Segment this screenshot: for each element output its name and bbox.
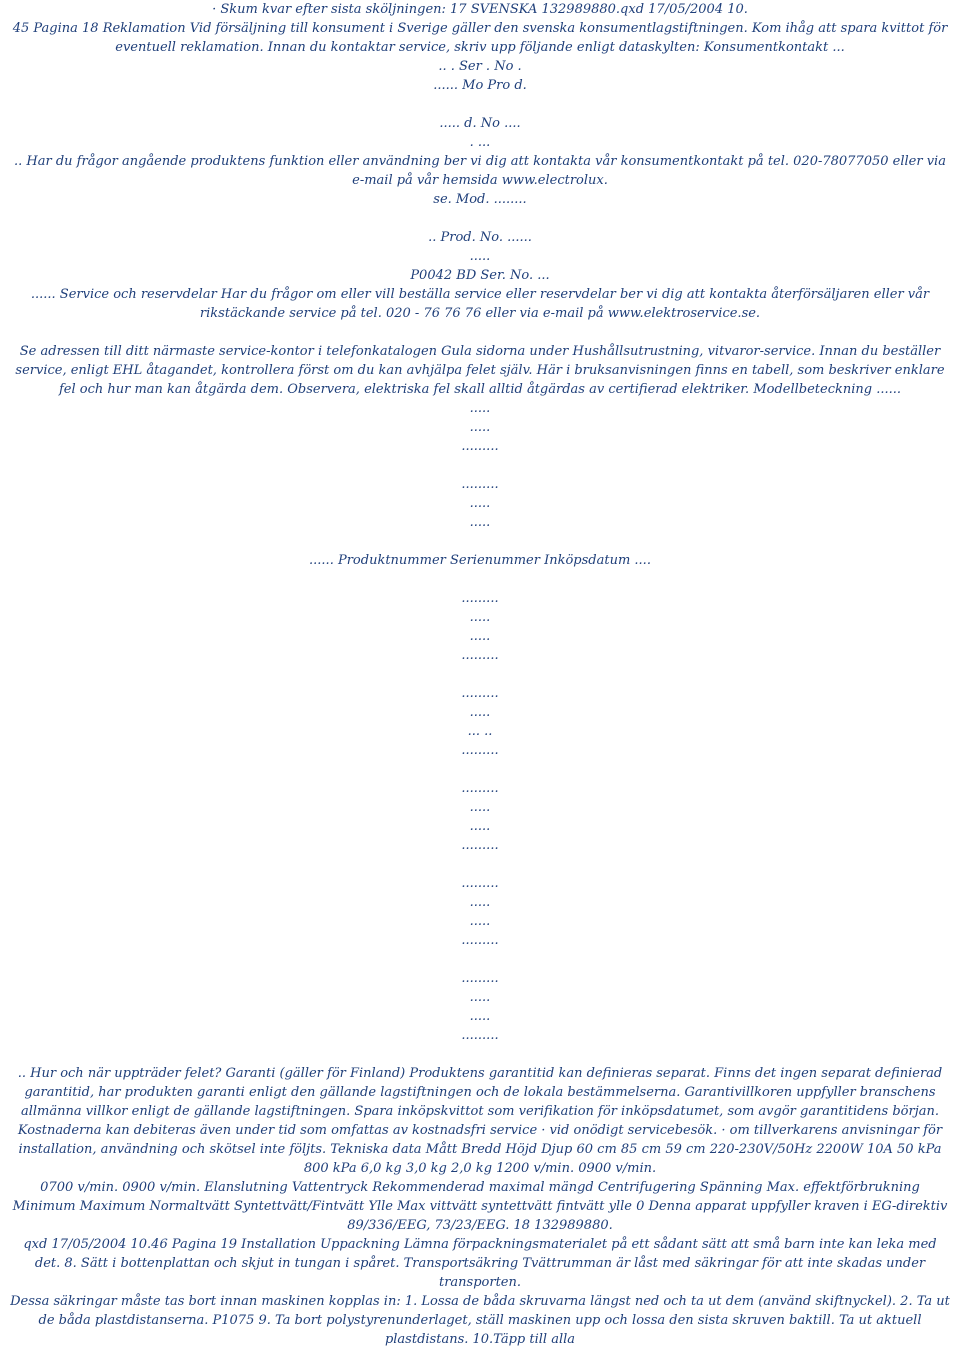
text-line: ......... <box>461 933 499 948</box>
text-line: ..... <box>469 420 491 435</box>
blank-line <box>10 532 950 551</box>
blank-line <box>10 855 950 874</box>
blank-line <box>10 456 950 475</box>
text-line: ......... <box>461 648 499 663</box>
text-line: Se adressen till ditt närmaste service-kontor i telefonkatalogen Gula sidorna under Hushållsutrustning, vitvaror-service. Innan du beställer service, enligt EHL åtagandet, kontrollera först om du kan avhjälpa felet själv. Här i bruksanvisningen finns en tabell, som beskriver enklare fel och hur man kan åtgärda dem. Observera, elektriska fel skall alltid åtgärdas av certifierad elektriker. Modellbeteckning ...... <box>15 344 945 397</box>
blank-line <box>10 323 950 342</box>
text-line: ......... <box>461 743 499 758</box>
blank-line <box>10 209 950 228</box>
text-line: ..... <box>469 800 491 815</box>
text-line: ..... <box>469 990 491 1005</box>
text-line: ..... <box>469 819 491 834</box>
text-line: ......... <box>461 686 499 701</box>
text-line: se. Mod. ........ <box>433 192 527 207</box>
text-line: ......... <box>461 838 499 853</box>
text-line: qxd 17/05/2004 10.46 Pagina 19 Installation Uppackning Lämna förpackningsmaterialet på ett sådant sätt att små barn inte kan leka med det. 8. Sätt i bottenplattan och skjut in tungan i spåret. Transportsäkring Tvättrumman är låst med säkringar för att inte skadas under transporten. <box>23 1237 937 1290</box>
text-line: ..... d. No .... <box>439 116 521 131</box>
text-line: ..... <box>469 610 491 625</box>
text-line: ..... <box>469 401 491 416</box>
text-line: ..... <box>469 705 491 720</box>
text-line: 45 Pagina 18 Reklamation Vid försäljning till konsument i Sverige gäller den svenska konsumentlagstiftningen. Kom ihåg att spara kvittot för eventuell reklamation. Innan du kontaktar service, skriv upp följande enligt dataskylten: Konsumentkontakt ... <box>12 21 948 55</box>
text-line: .. Har du frågor angående produktens funktion eller användning ber vi dig att kontakta vår konsumentkontakt på tel. 020-78077050 eller via e-mail på vår hemsida www.electrolux. <box>14 154 946 188</box>
text-line: ......... <box>461 591 499 606</box>
text-line: ......... <box>461 876 499 891</box>
blank-line <box>10 570 950 589</box>
text-line: . ... <box>469 135 491 150</box>
text-line: ... .. <box>467 724 493 739</box>
blank-line <box>10 950 950 969</box>
text-line: ......... <box>461 971 499 986</box>
text-line: ..... <box>469 249 491 264</box>
text-line: Dessa säkringar måste tas bort innan maskinen kopplas in: 1. Lossa de båda skruvarna längst ned och ta ut dem (använd skiftnyckel). 2. Ta ut de båda plastdistanserna. P1075 9. Ta bort polystyrenunderlaget, ställ maskinen upp och lossa den sista skruven baktill. Ta ut aktuell plastdistans. 10.Täpp till alla <box>10 1294 950 1347</box>
text-line: .. . Ser . No . <box>438 59 522 74</box>
text-line: .. Hur och när uppträder felet? Garanti (gäller för Finland) Produktens garantitid kan definieras separat. Finns det ingen separat definierad garantitid, har produkten garanti enligt den gällande lagstiftningen och de lokala bestämmelserna. Garantivillkoren uppfyller branschens allmänna villkor enligt de gällande lagstiftningen. Spara inköpskvittot som verifikation för inköpsdatumet, som avgör garantitidens början. Kostnaderna kan debiteras även under tid som omfattas av kostnadsfri service · vid onödigt servicebesök. · om tillverkarens anvisningar för installation, användning och skötsel inte följts. Tekniska data Mått Bredd Höjd Djup 60 cm 85 cm 59 cm 220-230V/50Hz 2200W 10A 50 kPa 800 kPa 6,0 kg 3,0 kg 2,0 kg 1200 v/min. 0900 v/min. <box>17 1066 943 1176</box>
text-line: P0042 BD Ser. No. ... <box>410 268 550 283</box>
text-line: ..... <box>469 515 491 530</box>
text-line: ......... <box>461 781 499 796</box>
blank-line <box>10 1045 950 1064</box>
text-line: ...... Mo Pro d. <box>433 78 527 93</box>
text-line: ......... <box>461 1028 499 1043</box>
blank-line <box>10 760 950 779</box>
text-line: ...... Produktnummer Serienummer Inköpsdatum .... <box>309 553 651 568</box>
text-line: ..... <box>469 914 491 929</box>
text-line: · Skum kvar efter sista sköljningen: 17 SVENSKA 132989880.qxd 17/05/2004 10. <box>212 2 748 17</box>
text-line: ......... <box>461 477 499 492</box>
text-line: ..... <box>469 496 491 511</box>
text-line: 0700 v/min. 0900 v/min. Elanslutning Vattentryck Rekommenderad maximal mängd Centrifugering Spänning Max. effektförbrukning Minimum Maximum Normaltvätt Syntettvätt/Fintvätt Ylle Max vittvätt syntettvätt fintvätt ylle 0 Denna apparat uppfyller kraven i EG-direktiv 89/336/EEG, 73/23/EEG. 18 132989880. <box>12 1180 948 1233</box>
text-line: ..... <box>469 1009 491 1024</box>
text-line: ...... Service och reservdelar Har du frågor om eller vill beställa service eller reservdelar ber vi dig att kontakta återförsäljaren eller vår rikstäckande service på tel. 020 - 76 76 76 eller via e-mail på www.elektroservice.se. <box>30 287 930 321</box>
text-line: ..... <box>469 629 491 644</box>
text-line: ..... <box>469 895 491 910</box>
blank-line <box>10 95 950 114</box>
text-line: ......... <box>461 439 499 454</box>
text-line: .. Prod. No. ...... <box>428 230 532 245</box>
blank-line <box>10 665 950 684</box>
